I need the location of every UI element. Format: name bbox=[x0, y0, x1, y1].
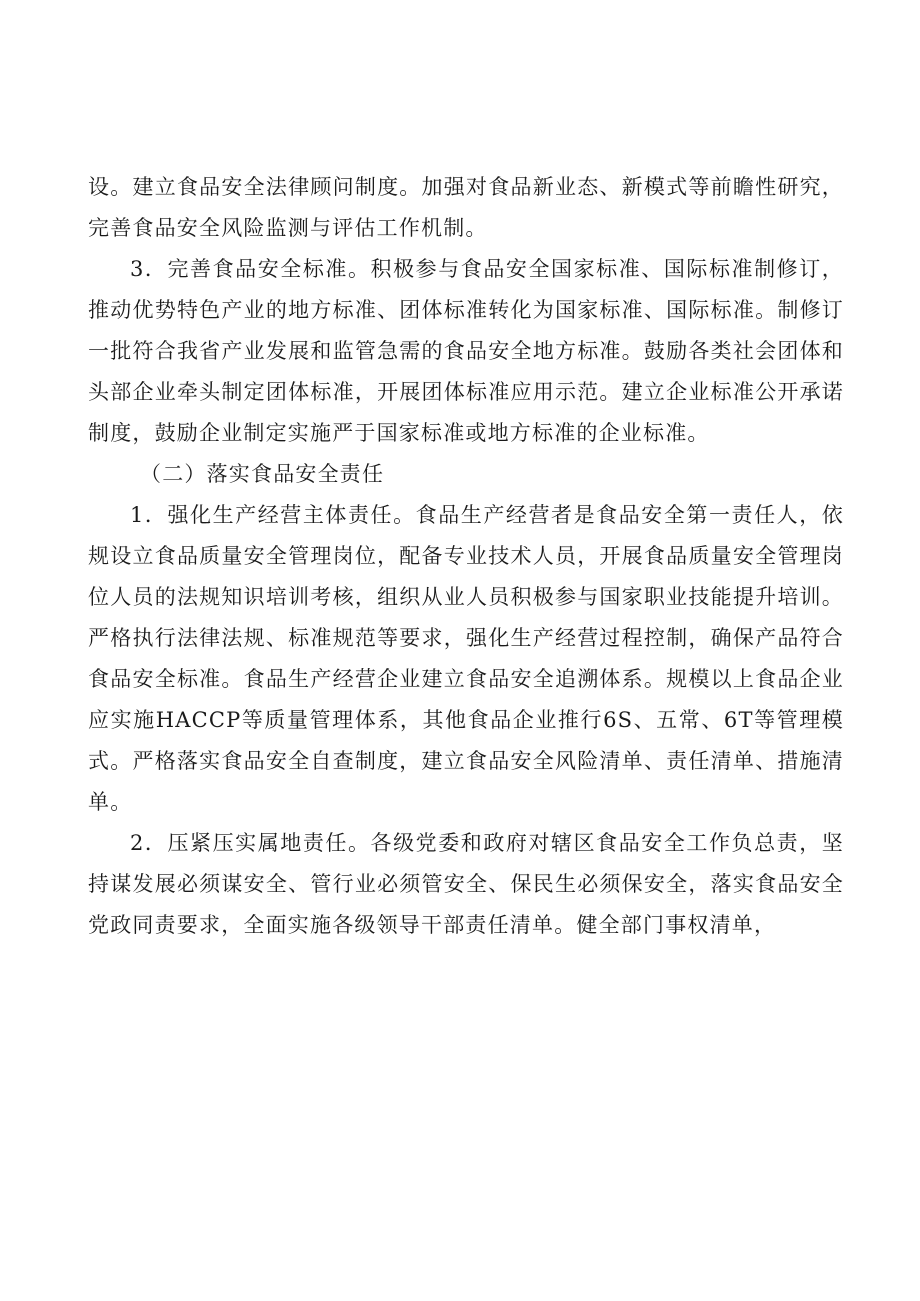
paragraph-producer-responsibility: 1．强化生产经营主体责任。食品生产经营者是食品安全第一责任人，依规设立食品质量安全管理岗位，配备专业技术人员，开展食品质量安全管理岗位人员的法规知识培训考核，组织从业人员积极参与国家职业技能提升培训。严格执行法律法规、标准规范等要求，强化生产经营过程控制，确保产品符合食品安全标准。食品生产经营企业建立食品安全追溯体系。规模以上食品企业应实施HACCP等质量管理体系，其他食品企业推行6S、五常、6T等管理模式。严格落实食品安全自查制度，建立食品安全风险清单、责任清单、措施清单。 bbox=[88, 503, 844, 814]
paragraph-continuation: 设。建立食品安全法律顾问制度。加强对食品新业态、新模式等前瞻性研究，完善食品安全风险监测与评估工作机制。 bbox=[88, 175, 844, 240]
paragraph-territorial-responsibility: 2．压紧压实属地责任。各级党委和政府对辖区食品安全工作负总责，坚持谋发展必须谋安全、管行业必须管安全、保民生必须保安全，落实食品安全党政同责要求，全面实施各级领导干部责任清单。健全部门事权清单， bbox=[88, 831, 844, 937]
document-body bbox=[88, 167, 844, 946]
paragraph-food-safety-standards: 3．完善食品安全标准。积极参与食品安全国家标准、国际标准制修订，推动优势特色产业的地方标准、团体标准转化为国家标准、国际标准。制修订一批符合我省产业发展和监管急需的食品安全地方标准。鼓励各类社会团体和头部企业牵头制定团体标准，开展团体标准应用示范。建立企业标准公开承诺制度，鼓励企业制定实施严于国家标准或地方标准的企业标准。 bbox=[88, 257, 844, 445]
section-heading: （二）落实食品安全责任 bbox=[140, 462, 385, 486]
